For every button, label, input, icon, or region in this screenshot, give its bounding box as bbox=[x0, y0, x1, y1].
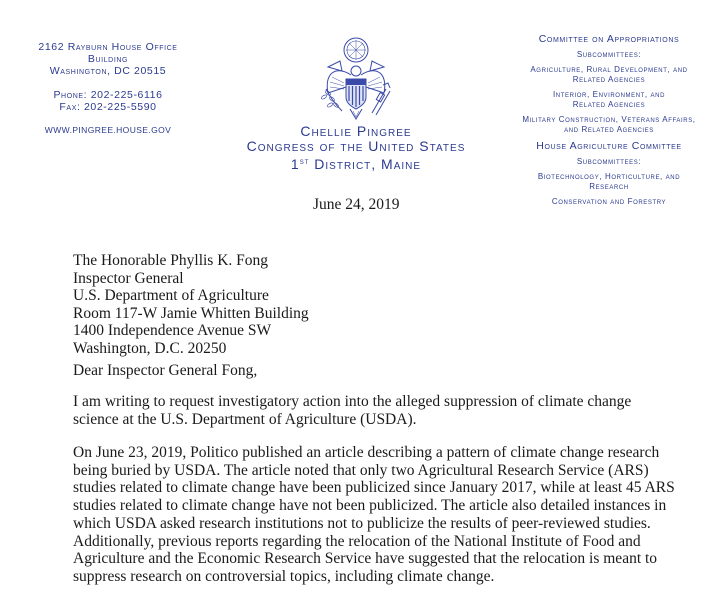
office-address-block bbox=[24, 41, 192, 135]
subcommittee-line: and Related Agencies bbox=[564, 125, 654, 134]
paragraph-line: being buried by USDA. The article noted that only two Agricultural Research Service (ARS) bbox=[73, 461, 649, 479]
paragraph-line: science at the U.S. Department of Agriculture (USDA). bbox=[73, 410, 417, 428]
recipient-line: Inspector General bbox=[73, 269, 184, 287]
committee-appropriations: Committee on Appropriations bbox=[538, 33, 680, 45]
subcommittee-line: Related Agencies bbox=[572, 75, 646, 84]
paragraph-line: studies related to climate change have not been publicized. The article also detailed instances in bbox=[73, 497, 667, 515]
subcommittee-military bbox=[506, 115, 712, 135]
paragraph-line: I am writing to request investigatory action into the alleged suppression of climate change bbox=[73, 393, 632, 410]
recipient-address bbox=[73, 252, 309, 357]
subcommittee-line: Agriculture, Rural Development, and bbox=[530, 65, 688, 74]
committee-block bbox=[506, 33, 712, 207]
paragraph-line: studies related to climate change have been publicized since January 2017, while at least 45 ARS bbox=[73, 479, 675, 497]
letter-date: June 24, 2019 bbox=[313, 196, 400, 213]
salutation: Dear Inspector General Fong, bbox=[73, 362, 258, 379]
district-line bbox=[220, 154, 492, 172]
subcommittee-line: Interior, Environment, and bbox=[552, 90, 666, 99]
subcommittee-interior bbox=[506, 90, 712, 110]
phone-number: Phone: 202-225-6116 bbox=[53, 89, 163, 101]
district-ordinal: st bbox=[299, 157, 310, 166]
subcommittee-line: Military Construction, Veterans Affairs, bbox=[522, 115, 696, 124]
website-link[interactable]: WWW.PINGREE.HOUSE.GOV bbox=[44, 125, 172, 135]
body-paragraph-1 bbox=[73, 393, 703, 428]
body-paragraph-2 bbox=[73, 444, 703, 586]
address-city: Washington, DC 20515 bbox=[49, 65, 167, 77]
paragraph-line: On June 23, 2019, Politico published an article describing a pattern of climate change research bbox=[73, 444, 660, 461]
paragraph-line: Agriculture and the Economic Research Service have suggested that the relocation is meant to bbox=[73, 550, 658, 568]
subcommittee-conservation bbox=[506, 197, 712, 207]
recipient-line: The Honorable Phyllis K. Fong bbox=[73, 252, 269, 269]
district-number: 1 bbox=[290, 156, 300, 172]
subcommittee-agriculture bbox=[506, 65, 712, 85]
subcommittee-line: Conservation and Forestry bbox=[551, 197, 667, 206]
paragraph-line: which USDA asked research institutions not to publicize the results of peer-reviewed studies. bbox=[73, 514, 651, 532]
district-text: District, Maine bbox=[309, 156, 422, 172]
member-name: Chellie Pingree bbox=[300, 123, 412, 139]
great-seal-icon bbox=[306, 35, 406, 123]
paragraph-line: Additionally, previous reports regarding the relocation of the National Institute of Food and bbox=[73, 532, 641, 550]
subcommittee-biotechnology bbox=[506, 172, 712, 192]
appropriations-subcommittees-label: Subcommittees: bbox=[576, 50, 642, 59]
committee-agriculture: House Agriculture Committee bbox=[536, 140, 682, 152]
fax-number: Fax: 202-225-5590 bbox=[59, 101, 157, 113]
agriculture-subcommittees-label: Subcommittees: bbox=[576, 157, 642, 166]
recipient-line: Room 117-W Jamie Whitten Building bbox=[73, 304, 309, 322]
subcommittee-line: Related Agencies bbox=[572, 100, 646, 109]
recipient-line: Washington, D.C. 20250 bbox=[73, 339, 227, 357]
recipient-line: U.S. Department of Agriculture bbox=[73, 287, 269, 304]
congress-title: Congress of the United States bbox=[246, 138, 466, 154]
recipient-line: 1400 Independence Avenue SW bbox=[73, 322, 272, 339]
paragraph-line: suppress research on controversial topics, including climate change. bbox=[73, 567, 495, 585]
member-name-block bbox=[220, 124, 492, 172]
subcommittee-line: Biotechnology, Horticulture, and bbox=[537, 172, 681, 181]
address-street: 2162 Rayburn House Office Building bbox=[38, 41, 178, 65]
subcommittee-line: Research bbox=[589, 182, 629, 191]
